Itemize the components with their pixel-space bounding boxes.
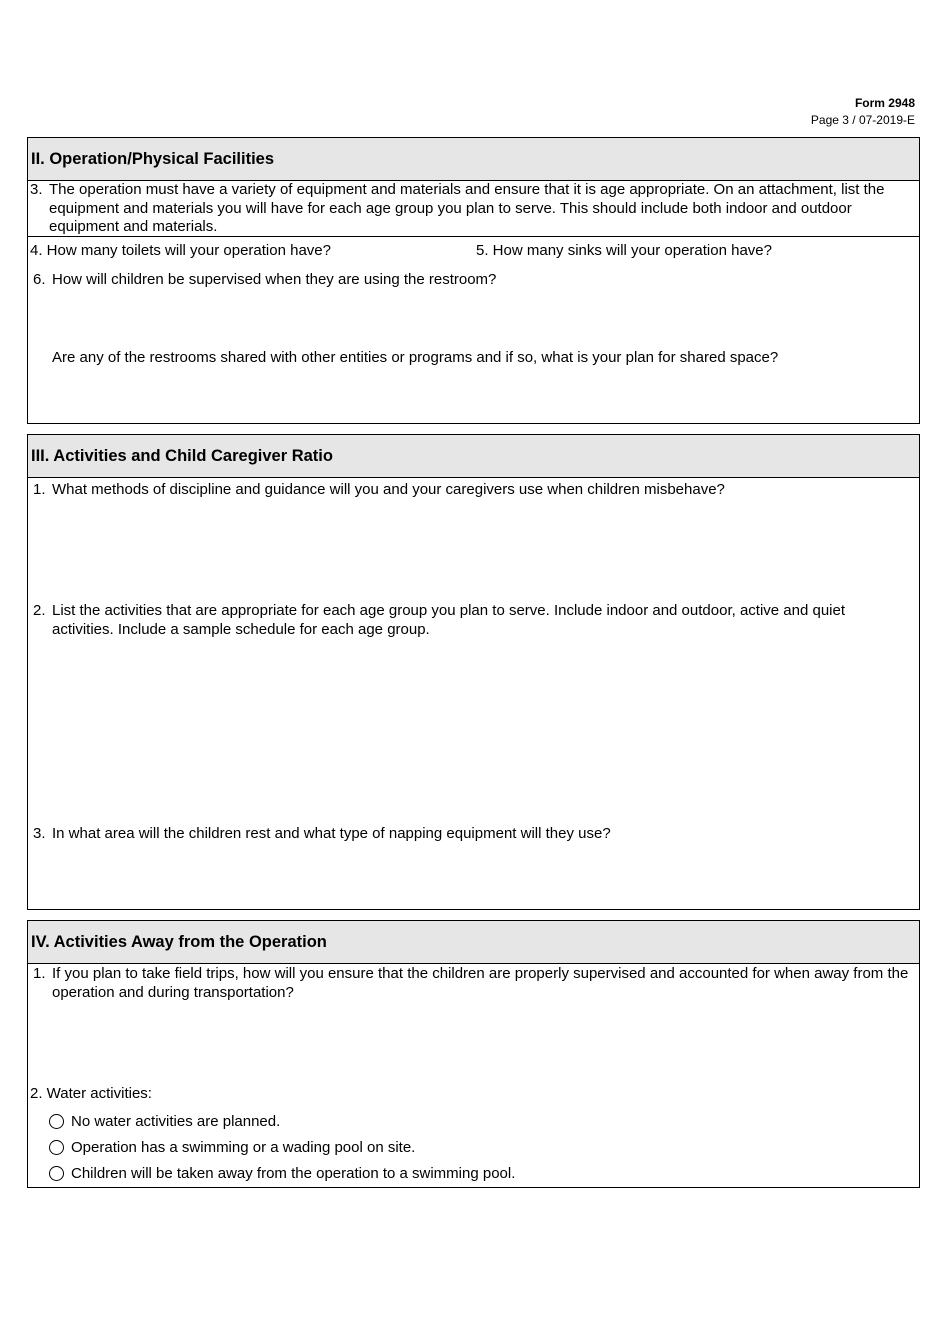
question-text: 4. How many toilets will your operation have?	[30, 242, 331, 259]
question-number: 6.	[33, 271, 46, 288]
form-number: Form 2948	[854, 96, 915, 110]
water-option-none[interactable]	[49, 1113, 280, 1130]
question-text: If you plan to take field trips, how will you ensure that the children are properly supervised and accounted for when away from the operation and during transportation?	[52, 965, 909, 1001]
question-text: 5. How many sinks will your operation have?	[476, 242, 772, 259]
section-title: IV. Activities Away from the Operation	[28, 921, 919, 964]
question-napping	[33, 825, 903, 844]
question-equipment-materials	[30, 181, 916, 237]
divider	[28, 236, 919, 237]
water-option-away-pool[interactable]	[49, 1165, 515, 1182]
question-text: The operation must have a variety of equipment and materials and ensure that it is age appropriate. On an attachment, list the equipment and materials you will have for each age group you plan to serve. This should include both indoor and outdoor equipment and materials.	[49, 181, 885, 235]
section-title: III. Activities and Child Caregiver Ratio	[28, 435, 919, 478]
question-text: List the activities that are appropriate for each age group you plan to serve. Include indoor and outdoor, active and quiet activities. Include a sample schedule for each age group.	[52, 602, 846, 638]
question-number: 1.	[33, 965, 46, 982]
section-title: II. Operation/Physical Facilities	[28, 138, 919, 181]
radio-button[interactable]	[49, 1166, 64, 1181]
question-shared-restrooms	[52, 349, 902, 368]
question-text: What methods of discipline and guidance will you and your caregivers use when children misbehave?	[52, 481, 725, 498]
question-sinks	[476, 242, 772, 261]
question-text: Are any of the restrooms shared with other entities or programs and if so, what is your plan for shared space?	[52, 349, 779, 366]
question-number: 2.	[33, 602, 46, 619]
section-operation-physical-facilities	[27, 137, 920, 424]
section-activities-away	[27, 920, 920, 1188]
form-header	[811, 95, 915, 129]
option-label: Operation has a swimming or a wading pool on site.	[71, 1139, 416, 1156]
question-restroom-supervision	[33, 271, 903, 290]
question-discipline	[33, 481, 903, 500]
option-label: No water activities are planned.	[71, 1113, 281, 1130]
radio-button[interactable]	[49, 1114, 64, 1129]
option-label: Children will be taken away from the operation to a swimming pool.	[71, 1165, 516, 1182]
page-indicator: Page 3 / 07-2019-E	[810, 113, 915, 127]
question-text: In what area will the children rest and what type of napping equipment will they use?	[52, 825, 611, 842]
question-number: 3.	[33, 825, 46, 842]
question-toilets	[30, 242, 331, 261]
question-text: How will children be supervised when they are using the restroom?	[52, 271, 497, 288]
radio-button[interactable]	[49, 1140, 64, 1155]
section-activities-caregiver-ratio	[27, 434, 920, 910]
question-field-trips	[33, 965, 913, 1002]
question-number: 3.	[30, 181, 43, 198]
question-activities-list	[33, 602, 893, 639]
question-text: 2. Water activities:	[30, 1085, 152, 1102]
water-option-pool-on-site[interactable]	[49, 1139, 415, 1156]
question-water-activities	[30, 1085, 152, 1104]
question-number: 1.	[33, 481, 46, 498]
